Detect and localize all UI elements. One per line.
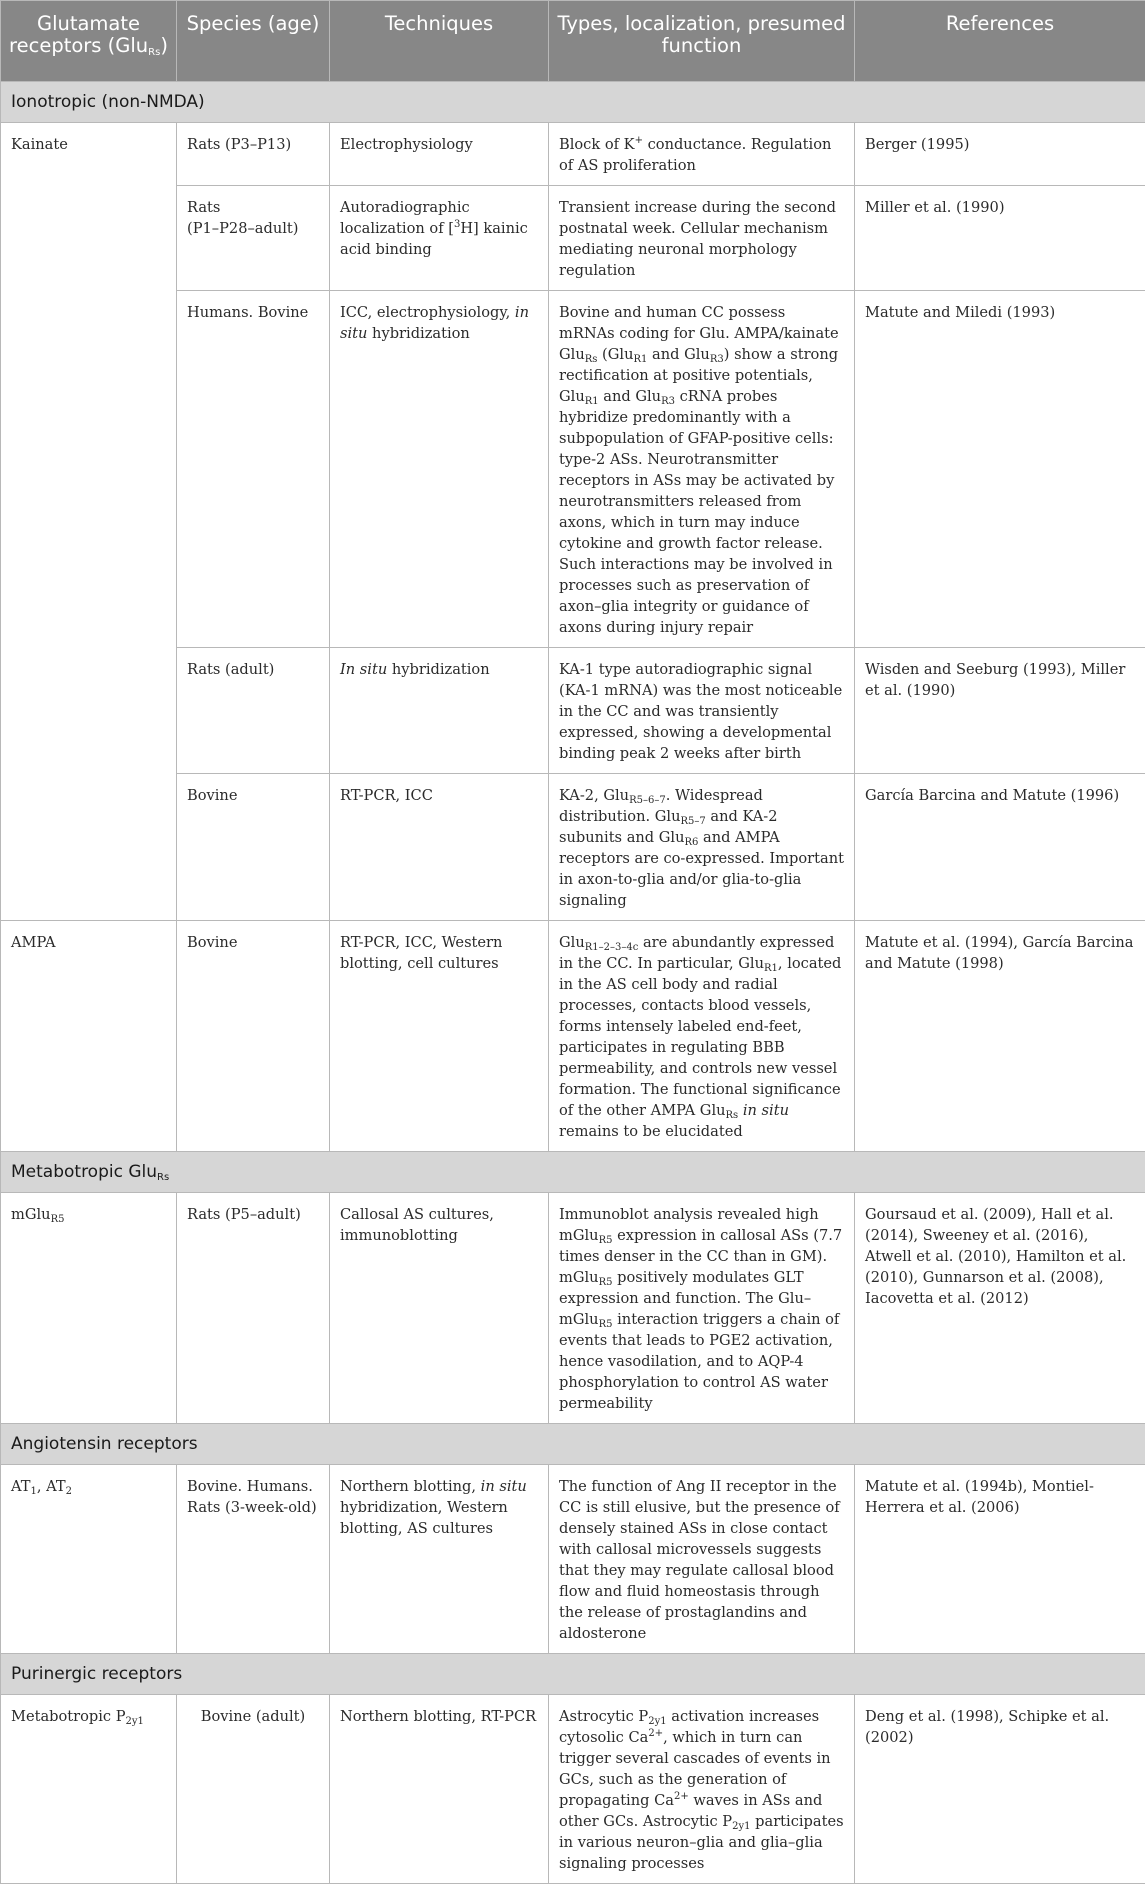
function-cell: Bovine and human CC possess mRNAs coding for Glu. AMPA/kainate Glu$_{Rs}$ (Glu$_{R1}$ and Glu$_{R3}$) show a strong rectification at positive potentials, Glu$_{R1}$ and Glu$_{R3}$ cRNA probes hybridize predominantly with a subpopulation of GFAP-positive cells: type-2 ASs. Neurotransmitter receptors in ASs may be activated by neurotransmitters released from axons, which in turn may induce cytokine and growth factor release. Such interactions may be involved in processes such as preservation of axon–glia integrity or guidance of axons during injury repair (549, 291, 855, 648)
function-cell: KA-1 type autoradiographic signal (KA-1 mRNA) was the most noticeable in the CC and was transiently expressed, showing a developmental binding peak 2 weeks after birth (549, 648, 855, 774)
function-cell: The function of Ang II receptor in the CC is still elusive, but the presence of densely stained ASs in close contact with callosal microvessels suggests that they may regulate callosal blood flow and fluid homeostasis through the release of prostaglandins and aldosterone (549, 1465, 855, 1654)
species-cell: Rats (P5–adult) (177, 1193, 330, 1424)
section-row (1, 1654, 1145, 1695)
header-techniques: Techniques (330, 1, 549, 82)
techniques-cell: ICC, electrophysiology, in situ hybridization (330, 291, 549, 648)
function-cell: Transient increase during the second postnatal week. Cellular mechanism mediating neuronal morphology regulation (549, 186, 855, 291)
techniques-cell: RT-PCR, ICC, Western blotting, cell cultures (330, 921, 549, 1152)
table-row (1, 1193, 1145, 1424)
table-body (1, 82, 1145, 1884)
table-row (1, 1465, 1145, 1654)
species-cell: Rats (P3–P13) (177, 123, 330, 186)
techniques-cell: Callosal AS cultures, immunoblotting (330, 1193, 549, 1424)
references-cell: Matute and Miledi (1993) (855, 291, 1145, 648)
section-title: Ionotropic (non-NMDA) (1, 82, 1145, 123)
references-cell: Goursaud et al. (2009), Hall et al. (2014), Sweeney et al. (2016), Atwell et al. (2010), Hamilton et al. (2010), Gunnarson et al. (2008), Iacovetta et al. (2012) (855, 1193, 1145, 1424)
receptor-cell: Kainate (1, 123, 177, 921)
techniques-cell: Northern blotting, RT-PCR (330, 1695, 549, 1884)
table-row (1, 123, 1145, 186)
header-function: Types, localization, presumed function (549, 1, 855, 82)
techniques-cell: Electrophysiology (330, 123, 549, 186)
header-receptor: Glutamate receptors (Glu$_{Rs}$) (1, 1, 177, 82)
species-cell: Humans. Bovine (177, 291, 330, 648)
section-title: Metabotropic Glu$_{Rs}$ (1, 1152, 1145, 1193)
section-row (1, 1424, 1145, 1465)
receptor-cell: $AT_1$, $AT_2$ (1, 1465, 177, 1654)
references-cell: Deng et al. (1998), Schipke et al. (2002) (855, 1695, 1145, 1884)
techniques-cell: Autoradiographic localization of [$^3$H] kainic acid binding (330, 186, 549, 291)
species-cell: Bovine (177, 774, 330, 921)
techniques-cell: RT-PCR, ICC (330, 774, 549, 921)
section-row (1, 1152, 1145, 1193)
species-cell: Bovine (adult) (177, 1695, 330, 1884)
function-cell: Immunoblot analysis revealed high mGlu$_{R5}$ expression in callosal ASs (7.7 times denser in the CC than in GM). mGlu$_{R5}$ positively modulates GLT expression and function. The Glu–mGlu$_{R5}$ interaction triggers a chain of events that leads to PGE2 activation, hence vasodilation, and to AQP-4 phosphorylation to control AS water permeability (549, 1193, 855, 1424)
techniques-cell: In situ hybridization (330, 648, 549, 774)
references-cell: Berger (1995) (855, 123, 1145, 186)
references-cell: Matute et al. (1994), García Barcina and Matute (1998) (855, 921, 1145, 1152)
function-cell: Glu$_{R1-2-3-4c}$ are abundantly expressed in the CC. In particular, Glu$_{R1}$, located in the AS cell body and radial processes, contacts blood vessels, forms intensely labeled end-feet, participates in regulating BBB permeability, and controls new vessel formation. The functional significance of the other AMPA Glu$_{Rs}$ in situ remains to be elucidated (549, 921, 855, 1152)
section-title: Angiotensin receptors (1, 1424, 1145, 1465)
receptor-cell: Metabotropic $P_{2y1}$ (1, 1695, 177, 1884)
header-row (1, 1, 1145, 82)
function-cell: Astrocytic $P_{2y1}$ activation increases cytosolic $Ca^{2+}$, which in turn can trigger several cascades of events in GCs, such as the generation of propagating $Ca^{2+}$ waves in ASs and other GCs. Astrocytic $P_{2y1}$ participates in various neuron–glia and glia–glia signaling processes (549, 1695, 855, 1884)
references-cell: Miller et al. (1990) (855, 186, 1145, 291)
species-cell: Bovine. Humans. Rats (3-week-old) (177, 1465, 330, 1654)
section-title: Purinergic receptors (1, 1654, 1145, 1695)
function-cell: KA-2, Glu$_{R5-6-7}$. Widespread distribution. Glu$_{R5-7}$ and KA-2 subunits and Glu$_{R6}$ and AMPA receptors are co-expressed. Important in axon-to-glia and/or glia-to-glia signaling (549, 774, 855, 921)
references-cell: García Barcina and Matute (1996) (855, 774, 1145, 921)
table-row (1, 1695, 1145, 1884)
header-references: References (855, 1, 1145, 82)
references-cell: Matute et al. (1994b), Montiel-Herrera et al. (2006) (855, 1465, 1145, 1654)
references-cell: Wisden and Seeburg (1993), Miller et al. (1990) (855, 648, 1145, 774)
table-row (1, 921, 1145, 1152)
receptor-cell: AMPA (1, 921, 177, 1152)
species-cell: Rats (P1–P28–adult) (177, 186, 330, 291)
species-cell: Rats (adult) (177, 648, 330, 774)
function-cell: Block of K+ conductance. Regulation of AS proliferation (549, 123, 855, 186)
species-cell: Bovine (177, 921, 330, 1152)
header-species: Species (age) (177, 1, 330, 82)
techniques-cell: Northern blotting, in situ hybridization, Western blotting, AS cultures (330, 1465, 549, 1654)
section-row (1, 82, 1145, 123)
receptor-cell: mGlu$_{R5}$ (1, 1193, 177, 1424)
